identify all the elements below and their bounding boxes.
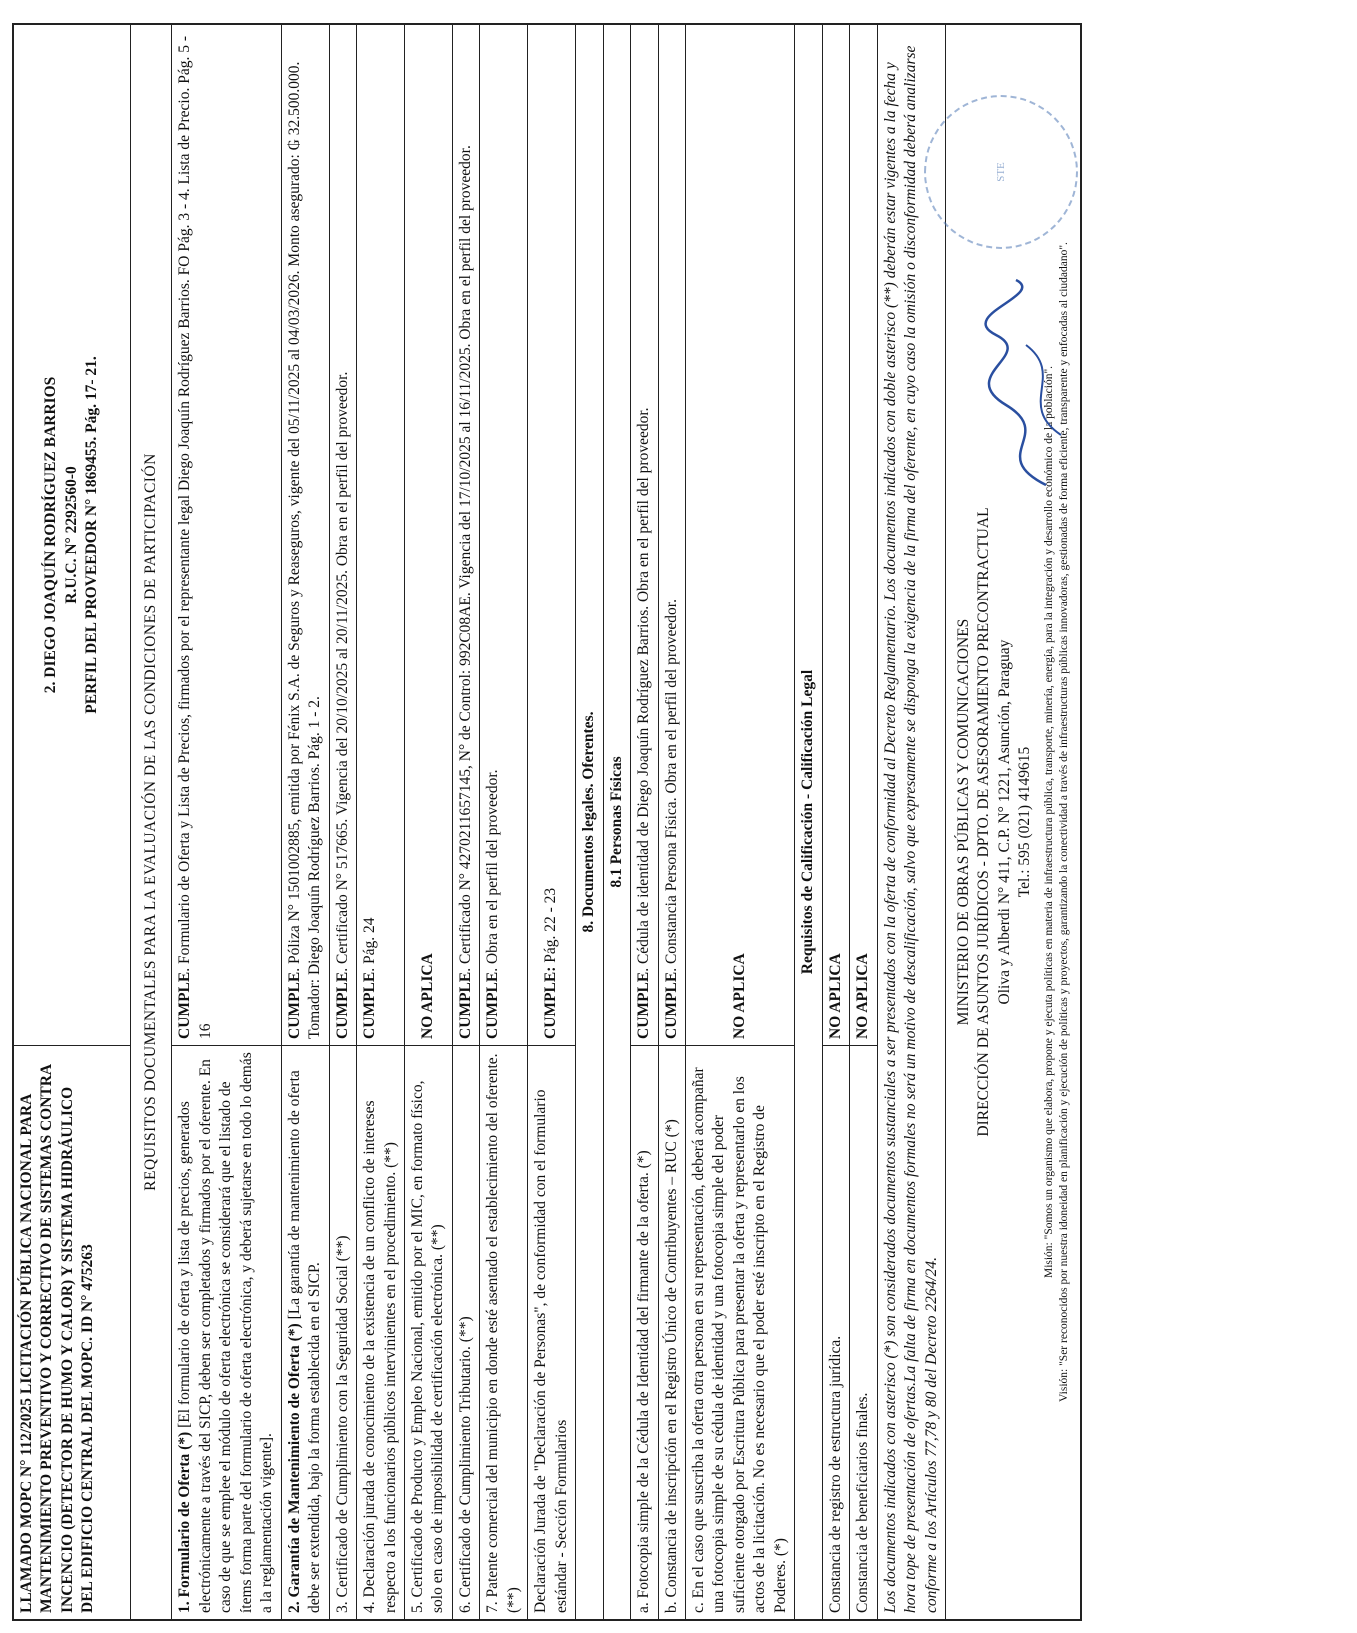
section-legal-documents: 8. Documentos legales. Oferentes. <box>576 24 603 1620</box>
requirement-text: [La garantía de mantenimiento de oferta debe ser extendida, bajo la forma establecida en el SICP. <box>285 1070 324 1613</box>
table-row <box>329 24 356 1620</box>
table-row <box>357 24 405 1620</box>
table-row <box>658 24 685 1620</box>
status-label: CUMPLE <box>635 971 653 1039</box>
evaluation-cell <box>658 24 685 1045</box>
evaluation-detail: . Obra en el perfil del proveedor. <box>484 769 502 972</box>
section-row <box>576 24 603 1620</box>
evaluation-cell <box>528 24 576 1045</box>
status-label: CUMPLE <box>662 971 680 1039</box>
table-row <box>480 24 528 1620</box>
evaluation-detail: . Pág. 24 <box>361 917 379 972</box>
requirement-text: 5. Certificado de Producto y Empleo Nacional, emitido por el MIC, en formato físico, solo en caso de imposibilidad de certificación electrónica. (**) <box>408 1080 447 1613</box>
table-row <box>850 24 877 1620</box>
evaluation-detail: . Certificado N° 517665. Vigencia del 20/10/2025 al 20/11/2025. Obra en el perfil del proveedor. <box>333 371 351 972</box>
requirement-cell <box>357 1045 405 1620</box>
footer-row <box>945 24 1081 1620</box>
provider-ruc: R.U.C. N° 2292560-0 <box>62 466 80 604</box>
footer-ministry: MINISTERIO DE OBRAS PÚBLICAS Y COMUNICACIONES <box>954 618 972 1026</box>
evaluation-cell <box>172 24 281 1045</box>
footer-department: DIRECCIÓN DE ASUNTOS JURÍDICOS - DPTO. DE ASESORAMIENTO PRECONTRACTUAL <box>975 507 993 1137</box>
requirement-bold: 1. Formulario de Oferta (*) <box>176 1431 194 1613</box>
requirement-cell: c. En el caso que suscriba la oferta otra persona en su representación, deberá acompañar una fotocopia simple de su cédula de identidad y una fotocopia simple del poder suficiente otorgado por Escritura Pública para presentar la oferta y representarlo en los actos de la licitación. No es necesario que el poder esté inscripto en el Registro de Poderes. (*) <box>685 1045 794 1620</box>
footer <box>945 24 1081 1620</box>
status-label: CUMPLE <box>361 971 379 1039</box>
table-row <box>452 24 479 1620</box>
evaluation-cell <box>404 24 452 1045</box>
status-label: CUMPLE: <box>542 966 560 1039</box>
footer-vision: Visión: "Ser reconocidos por nuestra idoneidad en planificación y ejecución de políticas y proyectos, garantizando la conectividad a través de infraestructuras públicas innovadoras, gestionadas de forma eficiente, transparente y enfocadas al ciudadano". <box>1057 242 1070 1402</box>
requirement-text: 4. Declaración jurada de conocimiento de la existencia de un conflicto de intereses respecto a los funcionarios públicos intervinientes en el procedimiento. (**) <box>361 1100 399 1613</box>
section-row <box>603 24 630 1620</box>
evaluation-detail: . Póliza N° 1501002885, emitida por Fénix S.A. de Seguros y Reaseguros, vigente del 05/11/2025 al 04/03/2026. Monto asegurado: ₲ 32.500.000. Tomador: Diego Joaquín Rodríguez Barrios. Pág. 1 - 2. <box>285 61 324 1039</box>
status-label: NO APLICA <box>850 24 877 1045</box>
evaluation-detail: . Certificado N° 4270211657145, N° de Control: 992C08AE. Vigencia del 17/10/2025 al 16/11/2025. Obra en el perfil del proveedor. <box>456 145 474 972</box>
evaluation-table <box>12 23 1082 1621</box>
provider-header <box>13 24 131 1045</box>
status-label: CUMPLE <box>484 971 502 1039</box>
table-row <box>404 24 452 1620</box>
requirement-text: 3. Certificado de Cumplimiento con la Seguridad Social (**) <box>333 1235 351 1613</box>
requirement-cell <box>329 1045 356 1620</box>
status-label: CUMPLE <box>176 971 194 1039</box>
requirement-cell: b. Constancia de inscripción en el Registro Único de Contribuyentes – RUC (*) <box>658 1045 685 1620</box>
section-title: REQUISITOS DOCUMENTALES PARA LA EVALUACIÓN DE LAS CONDICIONES DE PARTICIPACIÓN <box>131 24 172 1620</box>
requirement-cell: Constancia de registro de estructura jurídica. <box>822 1045 849 1620</box>
requirement-bold: 2. Garantía de Mantenimiento de Oferta (*) <box>285 1323 303 1613</box>
signature-icon <box>976 275 1066 495</box>
evaluation-detail: . Constancia Persona Física. Obra en el perfil del proveedor. <box>662 599 680 972</box>
requirement-cell <box>528 1045 576 1620</box>
section-qualification: Requisitos de Calificación - Calificación Legal <box>795 24 822 1620</box>
evaluation-cell <box>281 24 329 1045</box>
section-title-row <box>131 24 172 1620</box>
requirement-cell <box>172 1045 281 1620</box>
evaluation-cell <box>631 24 658 1045</box>
requirement-cell <box>404 1045 452 1620</box>
evaluation-cell <box>685 24 794 1045</box>
requirement-text: 7. Patente comercial del municipio en donde esté asentado el establecimiento del oferente. (**) <box>484 1053 522 1613</box>
requirement-text: Declaración Jurada de "Declaración de Personas", de conformidad con el formulario estándar - Sección Formularios <box>532 1089 570 1613</box>
evaluation-cell <box>452 24 479 1045</box>
footer-mission: Misión: "Somos un organismo que elabora, propone y ejecuta políticas en materia de infraestructura pública, transporte, minería, energía, para la integración y desarrollo económico de la población". <box>1042 365 1055 1279</box>
evaluation-detail: Pág. 22 - 23 <box>542 887 560 967</box>
requirement-cell <box>281 1045 329 1620</box>
footer-address: Oliva y Alberdi N° 411, C.P. N° 1221, Asunción, Paraguay <box>995 639 1013 1005</box>
table-row <box>685 24 794 1620</box>
status-label: CUMPLE <box>456 971 474 1039</box>
requirement-text: 6. Certificado de Cumplimiento Tributario. (**) <box>456 1316 474 1613</box>
evaluation-cell <box>357 24 405 1045</box>
table-row <box>822 24 849 1620</box>
status-label: CUMPLE <box>285 971 303 1039</box>
requirement-cell: Constancia de beneficiarios finales. <box>850 1045 877 1620</box>
asterisk-note: Los documentos indicados con asterisco (*) son considerados documentos sustanciales a ser presentados con la oferta de conformidad al Decreto Reglamentario. Los documentos indicados con doble asterisco (**) deberán estar vigentes a la fecha y hora tope de presentación de ofertas.La falta de firma en documentos formales no será un motivo de descalificación, salvo que expresamente se disponga la exigencia de la firma del oferente, en cuyo caso la omisión o disconformidad deberá analizarse conforme a los Artículos 77,78 y 80 del Decreto 2264/24. <box>877 24 945 1620</box>
requirement-cell <box>480 1045 528 1620</box>
seal-text: STE <box>994 162 1007 182</box>
requirement-cell: a. Fotocopia simple de la Cédula de Identidad del firmante de la oferta. (*) <box>631 1045 658 1620</box>
status-label: NO APLICA <box>822 24 849 1045</box>
table-row <box>281 24 329 1620</box>
evaluation-cell <box>329 24 356 1045</box>
header-row <box>13 24 131 1620</box>
evaluation-detail: . Formulario de Oferta y Lista de Precios, firmados por el representante legal Diego Joaquín Rodríguez Barrios. FO Pág. 3 - 4. Lista de Precio. Pág. 5 - 16 <box>176 35 214 1039</box>
official-seal-icon <box>924 95 1078 249</box>
requirement-cell <box>452 1045 479 1620</box>
section-physical-persons: 8.1 Personas Físicas <box>603 24 630 1620</box>
requirement-text: [El formulario de oferta y lista de precios, generados electrónicamente a través del SICP, deben ser completados y firmados por el oferente. En caso de que se emplee el módulo de oferta electrónica se considerará que el listado de ítems forma parte del formulario de oferta electrónica, y deberá sujetarse en todo lo demás a la reglamentación vigente]. <box>176 1052 276 1613</box>
section-row <box>795 24 822 1620</box>
provider-name: 2. DIEGO JOAQUÍN RODRÍGUEZ BARRIOS <box>42 376 60 694</box>
provider-profile: PERFIL DEL PROVEEDOR N° 1869455. Pág. 17- 21. <box>83 356 101 714</box>
table-row <box>528 24 576 1620</box>
note-row <box>877 24 945 1620</box>
table-row <box>631 24 658 1620</box>
evaluation-cell <box>480 24 528 1045</box>
tender-title: LLAMADO MOPC N° 112/2025 LICITACIÓN PÚBLICA NACIONAL PARA MANTENIMIENTO PREVENTIVO Y CORRECTIVO DE SISTEMAS CONTRA INCENCIO (DETECTOR DE HUMO Y CALOR) Y SISTEMA HIDRÁULICO DEL EDIFICIO CENTRAL DEL MOPC. ID N° 475263 <box>13 1045 131 1620</box>
table-row <box>172 24 281 1620</box>
evaluation-detail: . Cédula de identidad de Diego Joaquín Rodríguez Barrios. Obra en el perfil del proveedor. <box>635 407 653 972</box>
status-label: NO APLICA <box>419 953 437 1039</box>
status-label: CUMPLE <box>333 971 351 1039</box>
footer-phone: Tel.: 595 (021) 4149615 <box>1016 746 1034 898</box>
status-label: NO APLICA <box>730 953 748 1039</box>
